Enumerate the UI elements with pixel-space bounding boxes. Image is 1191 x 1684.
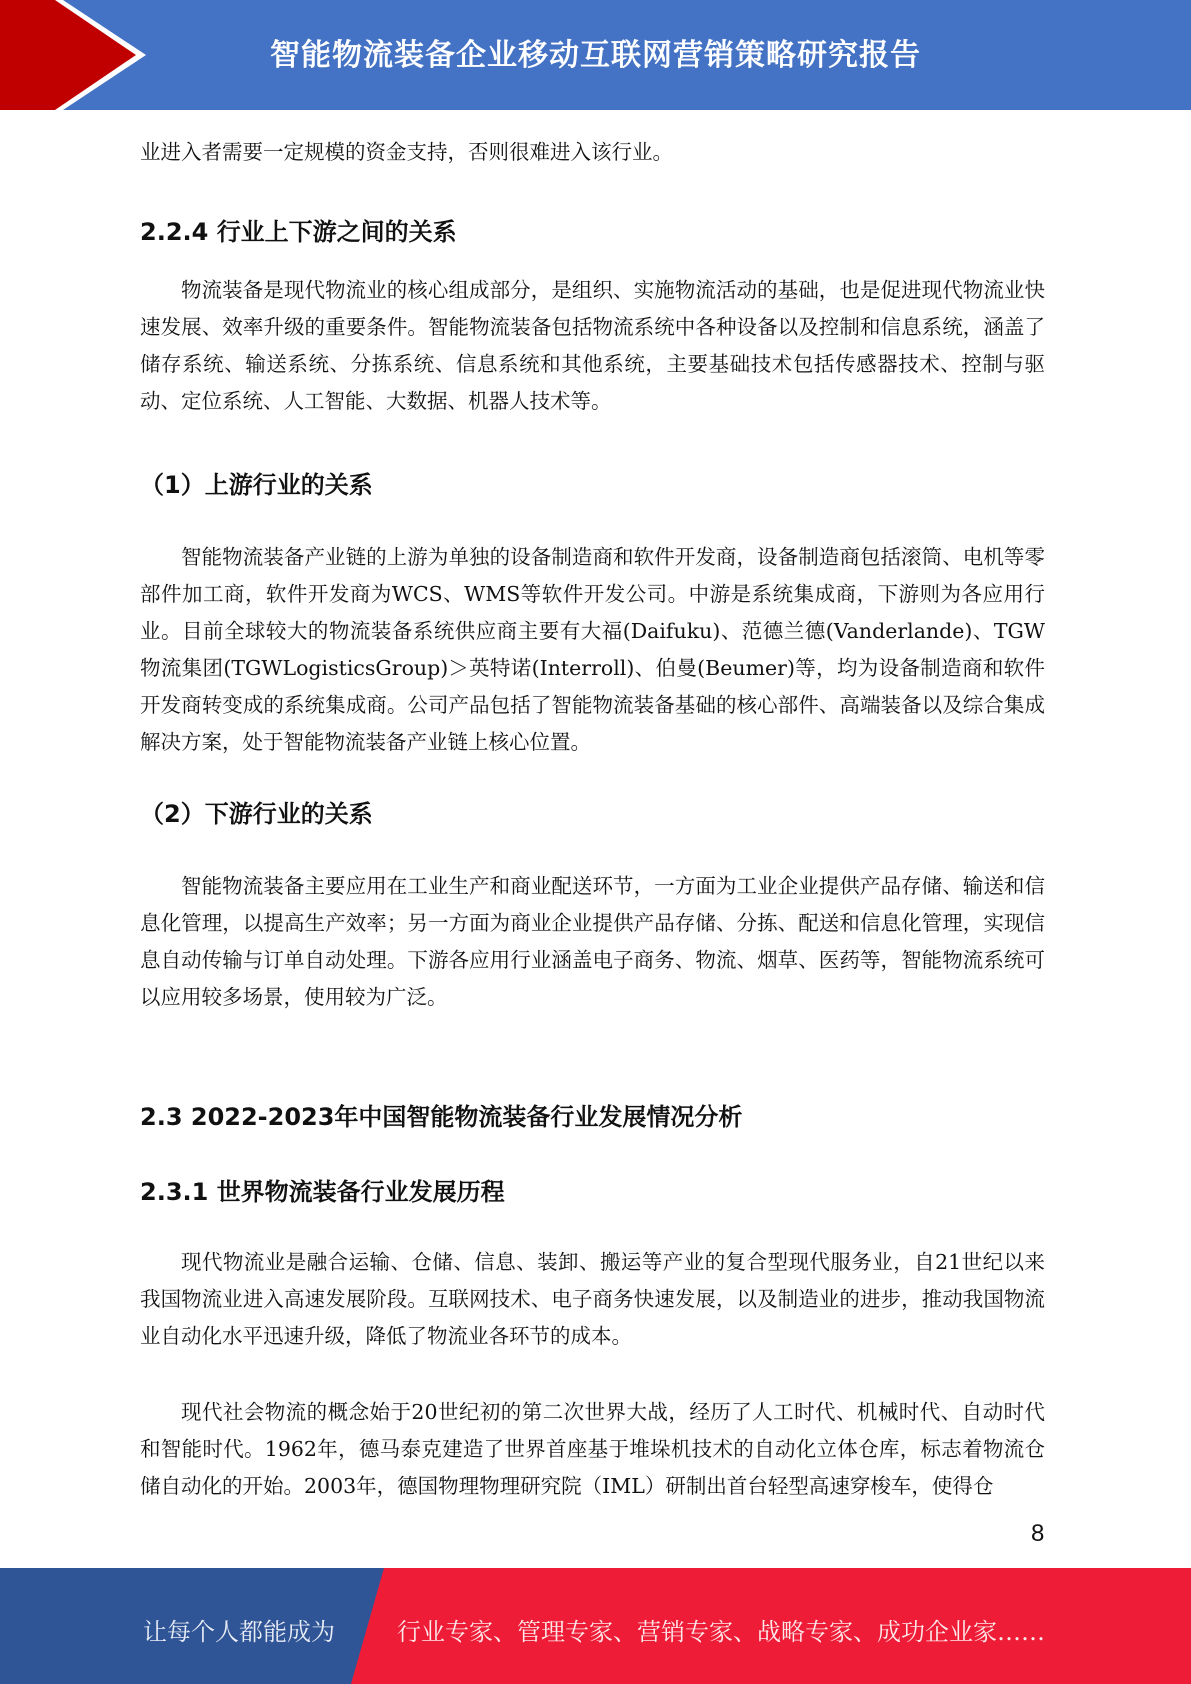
section-heading: 2.3 2022-2023年中国智能物流装备行业发展情况分析	[140, 1103, 743, 1131]
subsection-heading: （1）上游行业的关系	[140, 471, 373, 499]
page-number: 8	[1031, 1520, 1045, 1547]
page-footer	[0, 1568, 1191, 1684]
footer-slogan-right: 行业专家、管理专家、营销专家、战略专家、成功企业家……	[397, 1618, 1045, 1646]
header-arrow-decoration	[0, 0, 160, 110]
section-heading: 2.3.1 世界物流装备行业发展历程	[140, 1178, 505, 1206]
page-header	[0, 0, 1191, 110]
paragraph: 智能物流装备产业链的上游为单独的设备制造商和软件开发商，设备制造商包括滚筒、电机等零部件加工商，软件开发商为WCS、WMS等软件开发公司。中游是系统集成商，下游则为各应用行业。目前全球较大的物流装备系统供应商主要有大福(Daifuku)、范德兰德(Vanderlande)、TGW物流集团(TGWLogisticsGroup)＞英特诺(Interroll)、伯曼(Beumer)等，均为设备制造商和软件开发商转变成的系统集成商。公司产品包括了智能物流装备基础的核心部件、高端装备以及综合集成解决方案，处于智能物流装备产业链上核心位置。	[140, 545, 1045, 754]
paragraph: 现代社会物流的概念始于20世纪初的第二次世界大战，经历了人工时代、机械时代、自动时代和智能时代。1962年，德马泰克建造了世界首座基于堆垛机技术的自动化立体仓库，标志着物流仓储自动化的开始。2003年，德国物理物理研究院（IML）研制出首台轻型高速穿梭车，使得仓	[140, 1400, 1045, 1498]
subsection-heading: （2）下游行业的关系	[140, 800, 373, 828]
section-heading: 2.2.4 行业上下游之间的关系	[140, 218, 457, 246]
footer-slogan-left: 让每个人都能成为	[143, 1618, 335, 1646]
paragraph: 物流装备是现代物流业的核心组成部分，是组织、实施物流活动的基础，也是促进现代物流业快速发展、效率升级的重要条件。智能物流装备包括物流系统中各种设备以及控制和信息系统，涵盖了储存系统、输送系统、分拣系统、信息系统和其他系统，主要基础技术包括传感器技术、控制与驱动、定位系统、人工智能、大数据、机器人技术等。	[140, 278, 1045, 413]
document-title: 智能物流装备企业移动互联网营销策略研究报告	[270, 38, 921, 73]
paragraph: 现代物流业是融合运输、仓储、信息、装卸、搬运等产业的复合型现代服务业，自21世纪以来我国物流业进入高速发展阶段。互联网技术、电子商务快速发展，以及制造业的进步，推动我国物流业自动化水平迅速升级，降低了物流业各环节的成本。	[140, 1250, 1045, 1348]
paragraph: 业进入者需要一定规模的资金支持，否则很难进入该行业。	[140, 140, 673, 164]
paragraph: 智能物流装备主要应用在工业生产和商业配送环节，一方面为工业企业提供产品存储、输送和信息化管理，以提高生产效率；另一方面为商业企业提供产品存储、分拣、配送和信息化管理，实现信息自动传输与订单自动处理。下游各应用行业涵盖电子商务、物流、烟草、医药等，智能物流系统可以应用较多场景，使用较为广泛。	[140, 874, 1045, 1009]
